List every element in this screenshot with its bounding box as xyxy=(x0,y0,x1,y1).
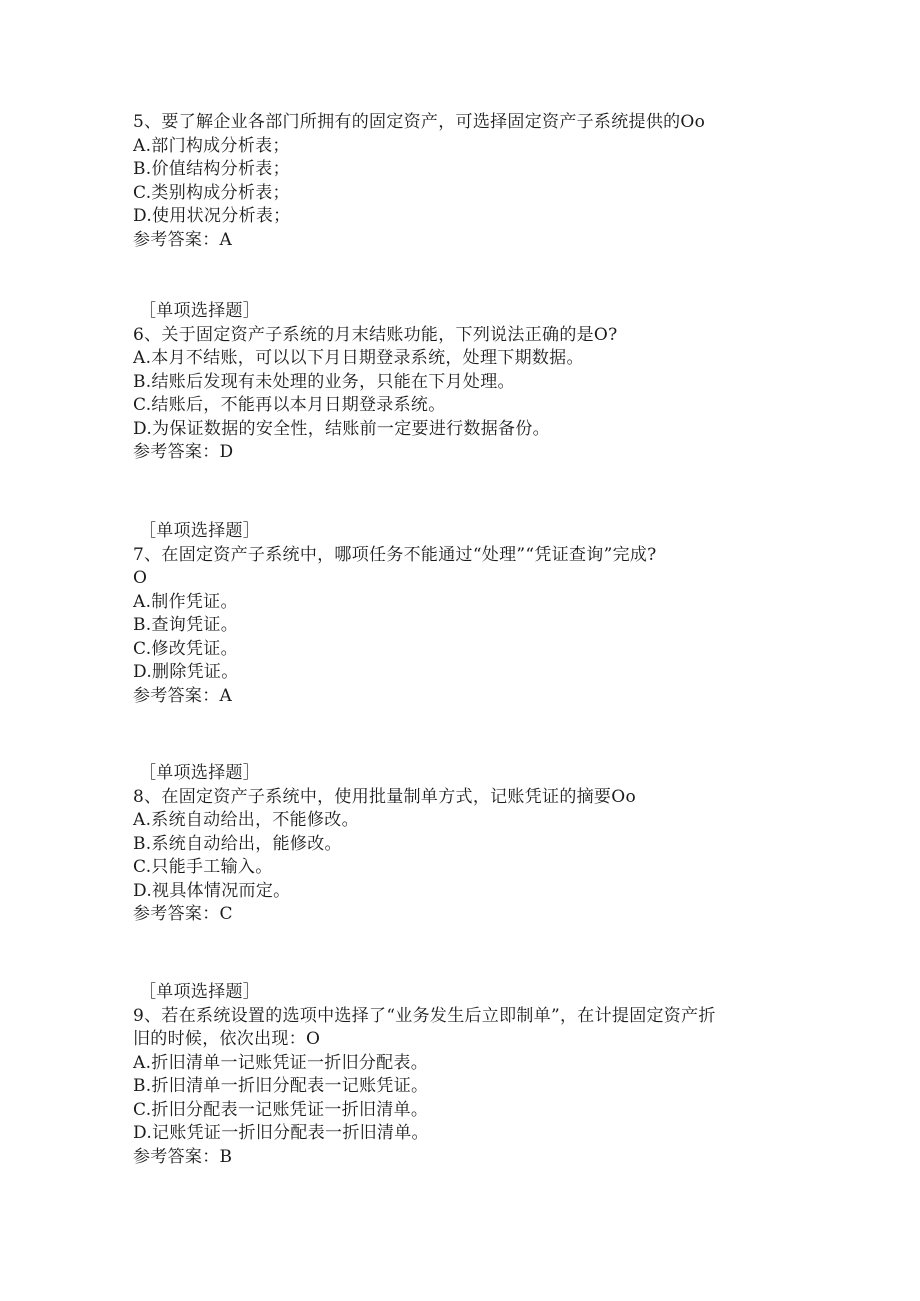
option-c: C.折旧分配表一记账凭证一折旧清单。 xyxy=(133,1099,429,1120)
question-9 xyxy=(133,981,813,1169)
option-b: B.查询凭证。 xyxy=(133,615,238,635)
option-c: C.类别构成分析表； xyxy=(133,182,290,203)
question-stem: 6、关于固定资产子系统的月末结账功能，下列说法正确的是O? xyxy=(133,324,618,345)
option-d: D.记账凭证一折旧分配表一折旧清单。 xyxy=(133,1123,429,1143)
question-stem: 8、在固定资产子系统中，使用批量制单方式，记账凭证的摘要Oo xyxy=(133,786,636,807)
option-b: B.价值结构分析表； xyxy=(133,159,290,179)
question-stem: 7、在固定资产子系统中，哪项任务不能通过“处理”“凭证查询”完成? xyxy=(133,544,657,565)
question-stem-continued: 旧的时候，依次出现：O xyxy=(133,1029,321,1049)
option-d: D.使用状况分析表； xyxy=(133,206,291,226)
question-type-tag: ［单项选择题］ xyxy=(139,301,261,321)
question-8 xyxy=(133,762,813,927)
answer: 参考答案：D xyxy=(133,442,234,462)
option-c: C.结账后，不能再以本月日期登录系统。 xyxy=(133,395,446,415)
option-a: A.部门构成分析表； xyxy=(133,135,290,156)
option-c: C.修改凭证。 xyxy=(133,638,238,659)
option-a: A.本月不结账，可以以下月日期登录系统，处理下期数据。 xyxy=(133,348,584,368)
question-stem-continued: O xyxy=(133,568,148,588)
option-d: D.为保证数据的安全性，结账前一定要进行数据备份。 xyxy=(133,418,550,439)
option-b: B.结账后发现有未处理的业务，只能在下月处理。 xyxy=(133,371,515,392)
option-a: A.折旧清单一记账凭证一折旧分配表。 xyxy=(133,1052,429,1073)
option-b: B.系统自动给出，能修改。 xyxy=(133,833,342,854)
option-b: B.折旧清单一折旧分配表一记账凭证。 xyxy=(133,1076,429,1096)
answer: 参考答案：A xyxy=(133,229,233,250)
question-type-tag: ［单项选择题］ xyxy=(139,521,261,541)
question-6 xyxy=(133,300,813,465)
question-stem: 5、要了解企业各部门所拥有的固定资产，可选择固定资产子系统提供的Oo xyxy=(133,112,706,132)
question-stem: 9、若在系统设置的选项中选择了“业务发生后立即制单”，在计提固定资产折 xyxy=(133,1005,716,1026)
option-a: A.系统自动给出，不能修改。 xyxy=(133,810,359,830)
option-c: C.只能手工输入。 xyxy=(133,857,273,877)
answer: 参考答案：A xyxy=(133,685,233,706)
question-type-tag: ［单项选择题］ xyxy=(139,763,261,783)
option-d: D.视具体情况而定。 xyxy=(133,880,291,901)
question-5 xyxy=(133,111,813,252)
answer: 参考答案：B xyxy=(133,1146,233,1167)
option-a: A.制作凭证。 xyxy=(133,591,238,612)
answer: 参考答案：C xyxy=(133,904,233,924)
question-type-tag: ［单项选择题］ xyxy=(139,982,261,1002)
option-d: D.删除凭证。 xyxy=(133,662,239,682)
question-7 xyxy=(133,520,813,708)
